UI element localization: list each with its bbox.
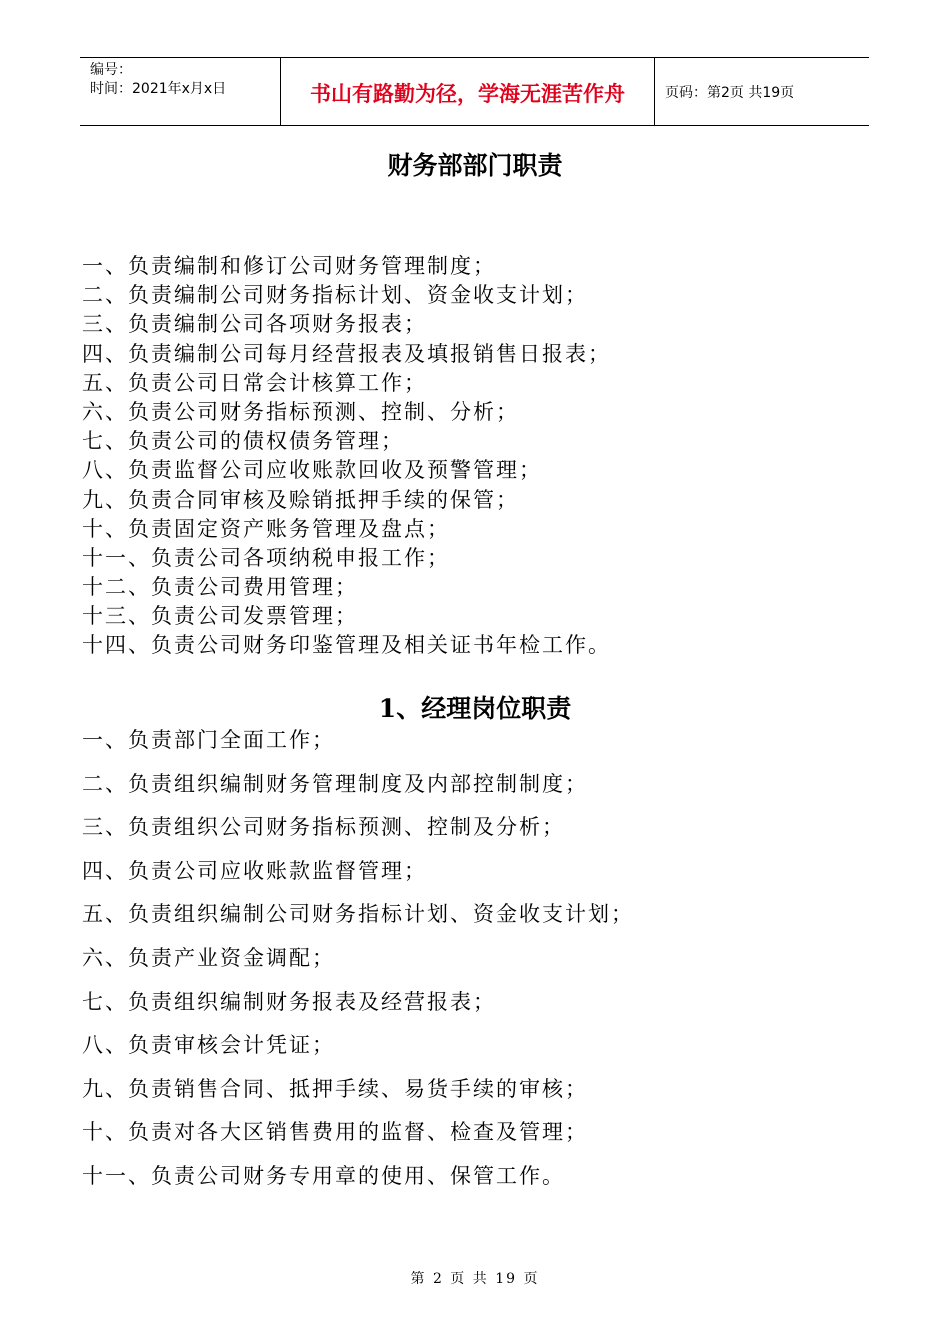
list-item: 七、负责组织编制财务报表及经营报表； [82, 989, 496, 1014]
doc-time-label: 时间：2021年x月x日 [90, 81, 227, 97]
header-page-info: 页码：第2页 共19页 [665, 85, 795, 101]
list-item: 九、负责销售合同、抵押手续、易货手续的审核； [82, 1076, 588, 1101]
list-item: 一、负责编制和修订公司财务管理制度； [82, 254, 496, 278]
list-item: 十二、负责公司费用管理； [82, 575, 358, 600]
list-item: 十、负责对各大区销售费用的监督、检查及管理； [82, 1120, 588, 1145]
header-motto-cell [281, 58, 655, 125]
manager-duties-list [82, 719, 634, 1199]
list-item: 八、负责监督公司应收账款回收及预警管理； [82, 458, 542, 483]
list-item: 五、负责组织编制公司财务指标计划、资金收支计划； [82, 902, 634, 927]
list-item: 十一、负责公司各项纳税申报工作； [82, 545, 450, 570]
list-item: 四、负责编制公司每月经营报表及填报销售日报表； [82, 341, 611, 366]
list-item: 九、负责合同审核及赊销抵押手续的保管； [82, 487, 519, 512]
list-item: 二、负责组织编制财务管理制度及内部控制制度； [82, 771, 588, 796]
list-item: 一、负责部门全面工作； [82, 728, 335, 752]
header-meta [80, 58, 281, 125]
list-item: 二、负责编制公司财务指标计划、资金收支计划； [82, 283, 588, 308]
list-item: 十一、负责公司财务专用章的使用、保管工作。 [82, 1163, 565, 1188]
page-footer: 第 2 页 共 19 页 [410, 1271, 540, 1287]
section-title-department: 财务部部门职责 [387, 151, 563, 180]
header-page-cell [655, 58, 869, 125]
list-item: 五、负责公司日常会计核算工作； [82, 370, 427, 395]
list-item: 十、负责固定资产账务管理及盘点； [82, 516, 450, 541]
list-item: 三、负责组织公司财务指标预测、控制及分析； [82, 815, 565, 840]
department-duties-list [82, 252, 611, 661]
doc-number-label: 编号： [90, 62, 132, 78]
list-item: 十三、负责公司发票管理； [82, 604, 358, 629]
list-item: 十四、负责公司财务印鉴管理及相关证书年检工作。 [82, 633, 611, 658]
list-item: 八、负责审核会计凭证； [82, 1033, 335, 1058]
list-item: 三、负责编制公司各项财务报表； [82, 312, 427, 337]
list-item: 四、负责公司应收账款监督管理； [82, 858, 427, 883]
list-item: 七、负责公司的债权债务管理； [82, 429, 404, 454]
list-item: 六、负责公司财务指标预测、控制、分析； [82, 399, 519, 424]
header-motto: 书山有路勤为径，学海无涯苦作舟 [310, 82, 625, 106]
list-item: 六、负责产业资金调配； [82, 945, 335, 970]
page-header [80, 57, 869, 126]
section-title-manager: 1、经理岗位职责 [378, 694, 572, 723]
